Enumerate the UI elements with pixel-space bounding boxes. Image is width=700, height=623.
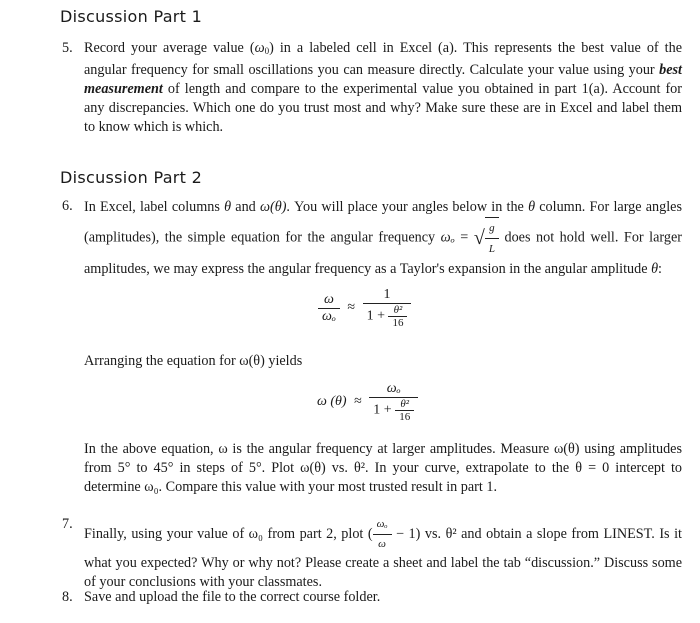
- question-8: [62, 588, 682, 607]
- question-number: 7.: [62, 516, 73, 532]
- question-number: 8.: [62, 589, 73, 605]
- emphasis: best measurement: [84, 62, 682, 97]
- sqrt-g-over-L: √ $\frac{g}{L}$: [474, 217, 499, 259]
- measurement-paragraph: In the above equation, ω is the angular frequency at larger amplitudes. Measure ω(θ) using amplitudes from 5° to 45° in steps of 5°. Plot ω(θ) vs. θ². In your curve, extrapolate to the θ = 0 intercept to determine ω₀. Compare this value with your most trusted result in part 1.: [84, 441, 682, 495]
- question-number: 5.: [62, 40, 73, 56]
- part2-heading: Discussion Part 2: [60, 168, 203, 187]
- question-7: [62, 515, 682, 592]
- taylor-equation: $\frac{\omega}{\text{ωₒ}}$ ≈ 1 1 + $\frac{\text{θ²}}{16}$: [318, 287, 411, 329]
- arranging-text: Arranging the equation for ω(θ) yields: [84, 353, 303, 369]
- omega-theta-equation: ω (θ) ≈ ωₒ 1 + $\frac{\text{θ²}}{16}$: [317, 381, 418, 423]
- question-number: 6.: [62, 198, 73, 214]
- question-text: Finally, using your value of ω₀ from part 2, plot ( $\frac{\text{ωₒ}}{\omega}$ − 1) vs. θ² and obtain a slope from LINEST. Is it what you expected? Why or why not? Please create a sheet and label the tab “discussion.” Discuss some of your conclusions with your classmates.: [84, 518, 682, 590]
- question-text: In Excel, label columns θ and ω(θ). You will place your angles below in the θ column. For large angles (amplitudes), the simple equation for the angular frequency ωₒ = √ $\frac{g}{L}$ does not hold well. For larger amplitudes, we may express the angular frequency as a Taylor's expansion in the angular amplitude θ:: [84, 199, 682, 277]
- question-6: [62, 197, 682, 279]
- question-5: [62, 39, 682, 137]
- question-text: Save and upload the file to the correct course folder.: [84, 589, 381, 605]
- question-text: Record your average value $(\omega_0)$ in a labeled cell in Excel (a). This represents the best value of the angular frequency for small oscillations you can measure directly. Calculate your value using your best measurement of length and compare to the experimental value you obtained in part 1(a). Account for any discrepancies. Which one do you trust most and why? Make sure these are in Excel and label them to know which is which.: [84, 40, 682, 135]
- part1-heading: Discussion Part 1: [60, 7, 203, 26]
